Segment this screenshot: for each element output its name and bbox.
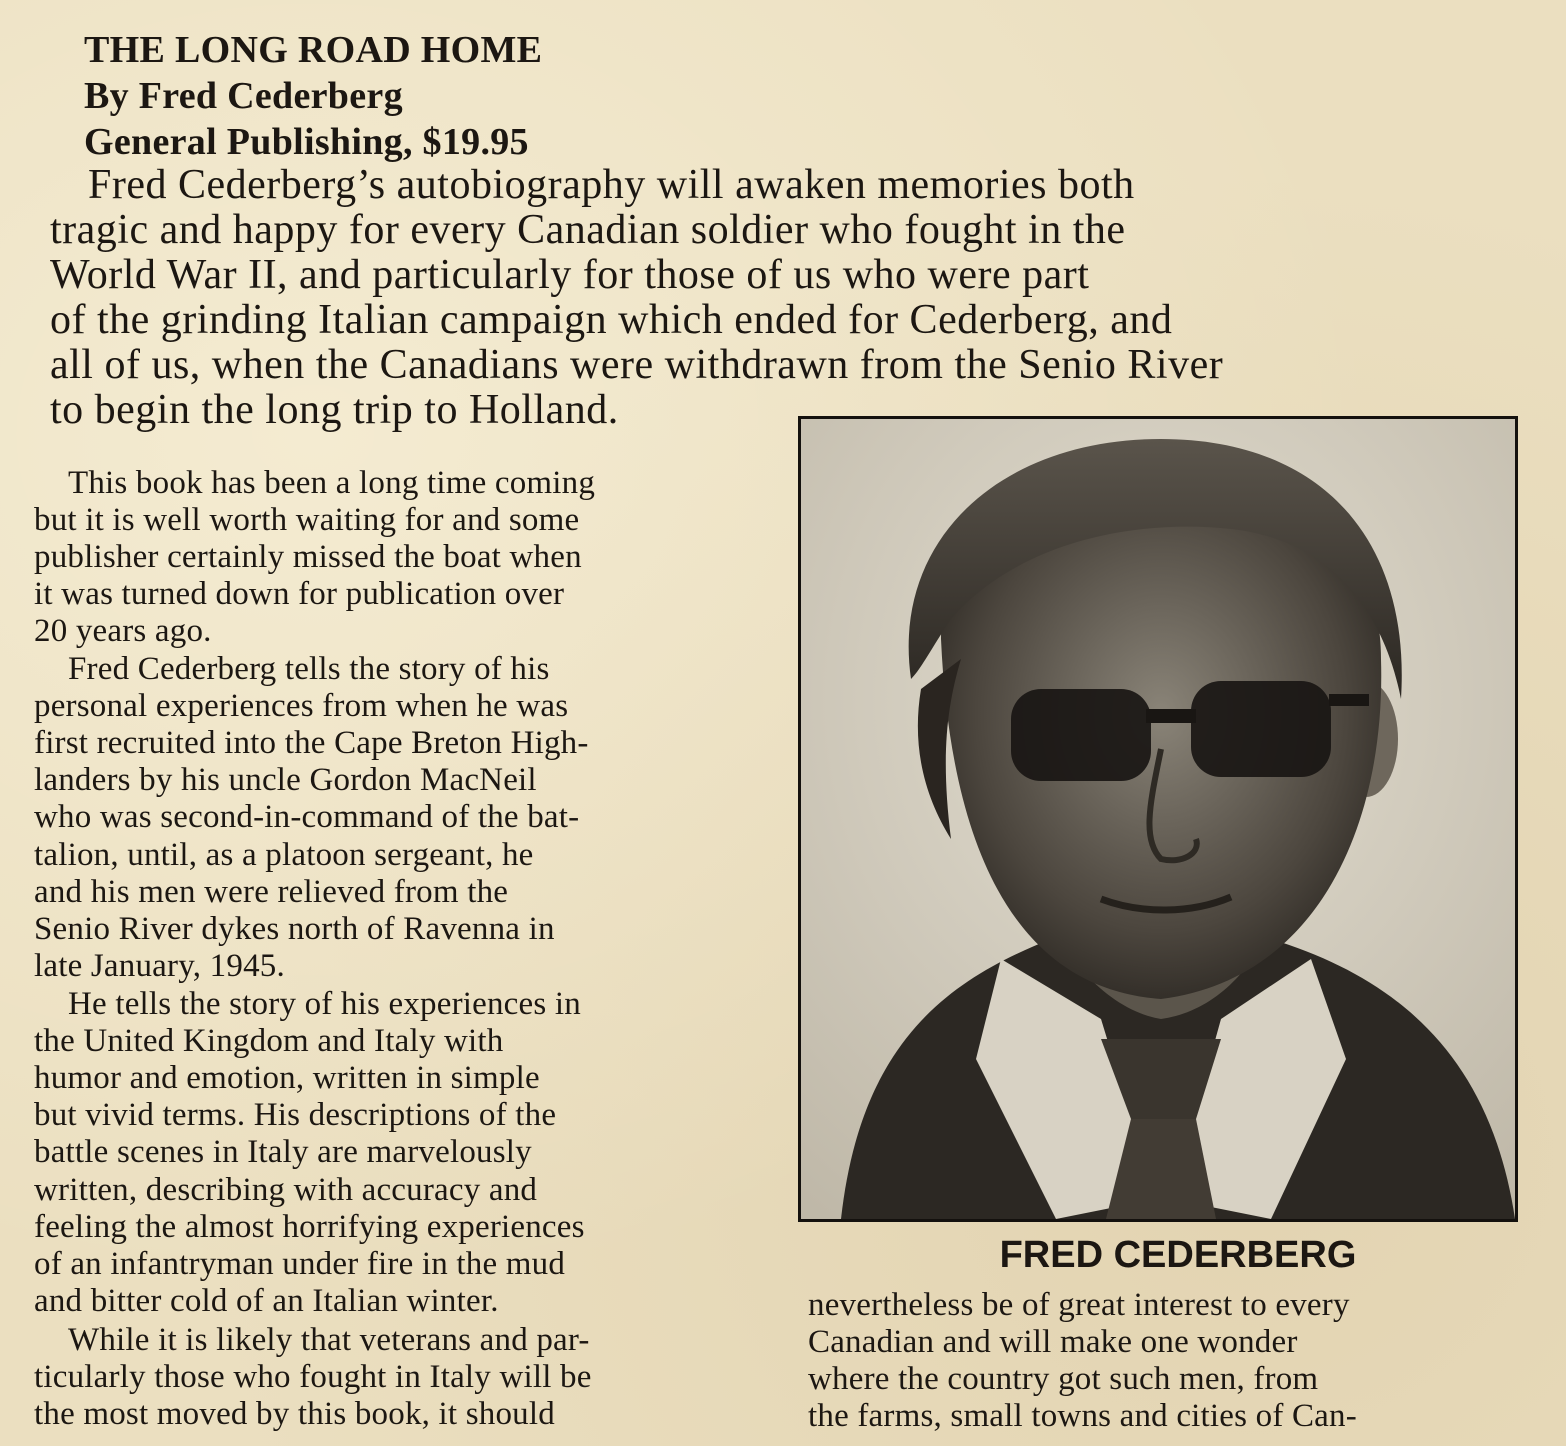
column-line: who was second-in-command of the bat- (34, 799, 580, 835)
column-line: but it is well worth waiting for and some (34, 502, 580, 538)
lead-line: of the grinding Italian campaign which ended for Cederberg, and (50, 297, 1173, 343)
author-portrait-image (801, 419, 1515, 1219)
lead-line: to begin the long trip to Holland. (50, 387, 619, 433)
column-line: the most moved by this book, it should (34, 1396, 555, 1432)
author-photo (798, 416, 1518, 1222)
column-line: This book has been a long time coming (68, 465, 596, 501)
column-line: and bitter cold of an Italian winter. (34, 1283, 499, 1319)
lead-line: World War II, and particularly for those of us who were part (50, 252, 1090, 298)
lead-line: all of us, when the Canadians were withdrawn from the Senio River (50, 342, 1224, 388)
column-line: the United Kingdom and Italy with (34, 1023, 504, 1059)
column-line: of an infantryman under fire in the mud (34, 1246, 566, 1282)
article-title: THE LONG ROAD HOME (84, 29, 543, 71)
column-line: Canadian and will make one wonder (808, 1324, 1298, 1360)
article-author: By Fred Cederberg (84, 75, 403, 117)
article-publisher-price: General Publishing, $19.95 (84, 121, 529, 163)
column-line: 20 years ago. (34, 613, 212, 649)
column-line: While it is likely that veterans and par- (68, 1322, 590, 1358)
column-line: humor and emotion, written in simple (34, 1060, 540, 1096)
lead-line: Fred Cederberg’s autobiography will awaken memories both (88, 162, 1135, 208)
column-line: battle scenes in Italy are marvelously (34, 1134, 532, 1170)
column-line: nevertheless be of great interest to every (808, 1287, 1350, 1323)
column-line: late January, 1945. (34, 948, 285, 984)
column-line: it was turned down for publication over (34, 576, 565, 612)
column-line: talion, until, as a platoon sergeant, he (34, 837, 534, 873)
column-line: where the country got such men, from (808, 1361, 1319, 1397)
column-line: but vivid terms. His descriptions of the (34, 1097, 557, 1133)
column-line: the farms, small towns and cities of Can- (808, 1398, 1357, 1434)
column-line: Senio River dykes north of Ravenna in (34, 911, 555, 947)
column-line: ticularly those who fought in Italy will be (34, 1359, 592, 1395)
column-line: feeling the almost horrifying experiences (34, 1209, 585, 1245)
column-line: He tells the story of his experiences in (68, 986, 581, 1022)
column-line: and his men were relieved from the (34, 874, 509, 910)
column-line: Fred Cederberg tells the story of his (68, 651, 550, 687)
column-line: landers by his uncle Gordon MacNeil (34, 762, 537, 798)
lead-line: tragic and happy for every Canadian soldier who fought in the (50, 207, 1126, 253)
column-line: written, describing with accuracy and (34, 1172, 538, 1208)
photo-caption: FRED CEDERBERG (999, 1234, 1357, 1276)
column-line: personal experiences from when he was (34, 688, 569, 724)
column-line: publisher certainly missed the boat when (34, 539, 582, 575)
column-line: first recruited into the Cape Breton High- (34, 725, 589, 761)
